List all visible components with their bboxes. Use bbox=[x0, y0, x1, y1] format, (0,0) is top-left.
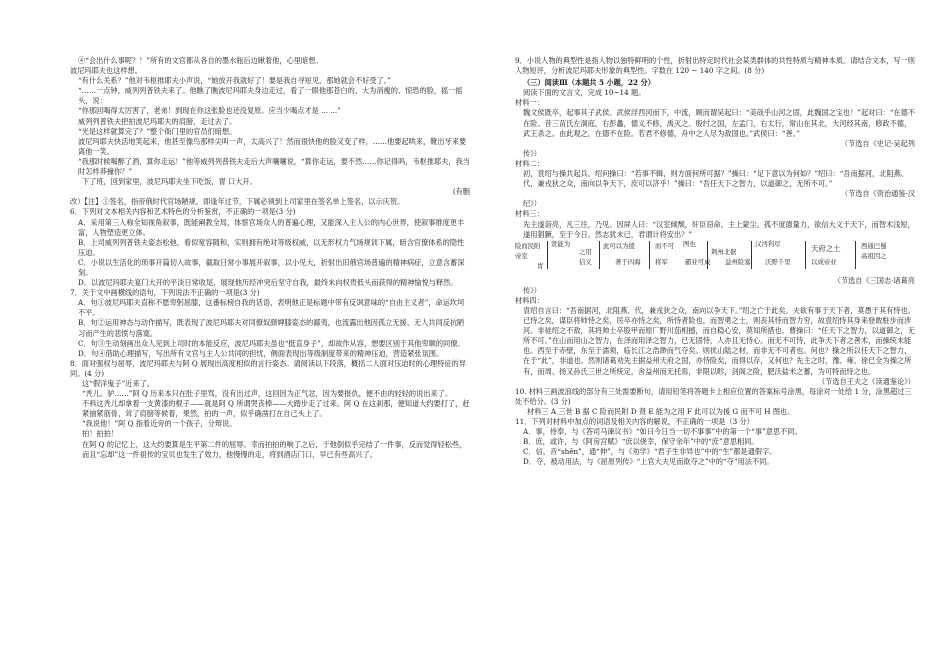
fragment: 西通巴蜀 bbox=[861, 241, 887, 250]
fragment: 之用 bbox=[579, 247, 592, 256]
option-7c: C．句③生动刻画出众人见到上司时的本能反应，波尼玛耶夫虽也“挺直身子”，却故作从容，想要区别于其他卑顺的同僚。 bbox=[78, 338, 465, 348]
excerpt-line: 在阿 Q 的记忆上，这大约要算是生平第二件的屈辱。幸而拍拍的响了之后，于他倒似乎完结了一件事，反而觉得轻松些，而且“忘却”这一件祖传的宝贝也发生了效力，他慢慢的走，将到酒店门口，早已有些高兴了。 bbox=[82, 439, 467, 459]
fragment: 将军 bbox=[655, 257, 668, 266]
excerpt-line: 拍！拍拍！ bbox=[82, 429, 118, 439]
excerpt-line: “我说他！”阿 Q 指着近旁的一个孩子，分辩说。 bbox=[82, 419, 237, 429]
material-label: 材料三： bbox=[515, 209, 544, 219]
option-11c: C．信，音“shēn”，通“伸”，与《劝学》“君子生非异也”中的“生”都是通假字。 bbox=[523, 447, 777, 457]
option-11b: B．庶，或许，与《阿房宫赋》“庶以侥幸，保守余年”中的“庶”意思相同。 bbox=[523, 437, 759, 447]
option-6a: A．采用第三人称全知视角叙事，既能阐教全局，体察官场众人的普遍心理，又能深入主人公的内心世界，使叙事推度更丰富，人物塑造更立体。 bbox=[78, 217, 465, 237]
break-marker bbox=[751, 241, 752, 269]
material-text: 先主遂诣亮，凡三往，乃见。因屏人曰：“汉室倾颓，奸臣窃命，主上蒙尘。孤不度德量力，欲信大义于天下，而智术浅短，遂用猖獗，至于今日。然志犹未已，君谓计将安出？” bbox=[523, 219, 915, 239]
footnote: 改）【注】①签名，指帝俄时代官场陋规，即逢年过节，下属必须到上司家里在签名单上签名，以示庆贺。 bbox=[70, 197, 405, 207]
material-source: （节选自《史记·吴起列 bbox=[840, 138, 915, 148]
text-line: ④“会出什么事呢？！”所有的文官都从各自的墨水瓶后边瞅着他，心里暗想。 bbox=[78, 56, 323, 65]
question-10-options: 材料三 A 三世 B 据 C 险而民附 D 贤 E 能为之用 F 此可以为援 G 而不可 H 图也。 bbox=[527, 406, 795, 416]
option-7d: D．句④借助心理描写，写出所有文官与主人公共同的担忧，侧面表现出等级制度带来的精神压迫，营造紧张氛围。 bbox=[78, 348, 444, 358]
material-label: 材料二： bbox=[515, 158, 544, 168]
text-line: 波尼玛耶夫快活地笑起来，他甚至像鸟那样尖叫一声，太高兴了！然而很快他的脸又变了样，……他要起哄来，靴出牙来要离他一笑。 bbox=[78, 136, 467, 156]
option-6d: D．以波尼玛耶夫宴门大开的平淡日常收尾，展现他历经冲突后坚守自我，最终未向权贵低头而获得的精神愉悦与释然。 bbox=[78, 278, 458, 288]
excerpt-line: “秃儿。驴……”阿 Q 历来本只在肚子里骂，没有出过声，这回因为正气忿，因为要报仇，便不由的轻轻的说出来了。 bbox=[82, 389, 453, 399]
break-marker bbox=[707, 241, 708, 269]
fragment: 信义 bbox=[579, 257, 592, 266]
material-source: （节选自王夫之《读通鉴论》） bbox=[817, 376, 915, 386]
excerpt-line: 不料这秃儿却拿着一支黄漆的棍子——就是阿 Q 所谓哭丧棒——大踏步走了过来。阿 Q 在这刹那，便知道大约要打了，赶紧抽紧筋骨，耸了肩膀等候着，果然，拍的一声，似乎确凿打在自己头上了。 bbox=[82, 399, 470, 419]
fragment: 汉沔利尽 bbox=[755, 239, 781, 248]
break-marker bbox=[599, 241, 600, 269]
text-line: “我那时候喝醉了酒，算你走运！”他等威列列普铁夫走后大声嚷嚷说，“算你走运，要不然……你记得吗，韦枢推耶夫，我当时怎样莽撞你？” bbox=[78, 156, 470, 177]
left-column bbox=[70, 56, 470, 460]
material-source-cont: 传》） bbox=[523, 148, 541, 158]
fragment: 以成帝业 bbox=[811, 257, 837, 266]
question-6: 6．下列对文本相关内容和艺术特色的分析鉴赏，不正确的一项是(3 分) bbox=[70, 207, 296, 217]
question-9: 9．小说人物的典型性是指人物以独特鲜明的个性，折射出特定时代社会某类群体的共性特质与精神本质。请结合文本，写一则人物短评，分析波尼玛耶夫形象的典型性。字数在 120 ~ 140 字之间。(8 分) bbox=[515, 56, 915, 76]
sentence-break-row bbox=[515, 241, 915, 275]
break-marker bbox=[547, 241, 548, 269]
material-text: 初，袁绍与操共起兵，绍问操曰：“若事不辑，则方面何所可据？”操曰：“足下意以为何如？”绍曰：“吾南据河，北阻燕、代，兼戎狄之众，南向以争天下，庶可以济乎！”操曰：“吾任天下之智力，以道御之，无所不可。” bbox=[523, 169, 908, 189]
fragment: 高祖因之 bbox=[861, 251, 887, 260]
fragment: 帝室 bbox=[515, 251, 528, 260]
text-line: “……一点钟，威列列普铁夫来了。他瞧了瞧波尼玛耶夫身边走过，看了一眼他那苍白的、大为消瘦的、惊恐的脸，摇一摇头，说： bbox=[78, 86, 463, 106]
text-line: 波尼玛耶夫也这样想。 bbox=[70, 66, 142, 76]
section-title: （三）阅读Ⅲ（本题共 5 小题，22 分） bbox=[523, 78, 655, 88]
text-line: “你那回喝得太厉害了，老弟！到现在你这张脸也还没复原。应当少喝点才是 ... ...” bbox=[78, 106, 341, 116]
question-8: 8．面对强权与屈辱，波尼玛耶夫与阿 Q 展现出高度相似的言行姿态。请阅读以下段落，概括二人面对压迫时的心理特征的异同。(4 分) bbox=[70, 358, 466, 378]
material-text: 魏文侯既卒，起事其子武侯。武侯浮西河而下，中流，顾而谓吴起曰：“美哉乎山河之固，此魏国之宝也！”起对曰：“在德不在险。昔三苗氏左洞庭，右彭蠡，德义不修，禹灭之。殷纣之国，左孟门，右太行，常山在其北，大河经其南，修政不德，武王杀之。由此观之，在德不在险。若君不修德，舟中之人尽为敌国也。”武侯曰：“善。” bbox=[523, 108, 915, 138]
option-11d: D．夺，被动用法，与《屈原列传》“上官大夫见而欲夺之”中的“夺”用法不同。 bbox=[523, 457, 774, 467]
fragment: 图也 bbox=[683, 239, 696, 248]
material-label: 材料四： bbox=[515, 295, 544, 305]
fragment: 此可以为援 bbox=[603, 241, 635, 250]
question-11: 11．下列对材料中加点的词语及相关内容的解说，不正确的一项是（3 分） bbox=[515, 417, 754, 426]
material-source: （节选自《资治通鉴·汉 bbox=[840, 189, 915, 199]
fragment: 霸业可成 bbox=[685, 257, 711, 266]
material-source-cont: 纪》） bbox=[523, 199, 541, 209]
section-intro: 阅读下面的文言文，完成 10~14 题。 bbox=[523, 88, 646, 98]
fragment: 益州险塞 bbox=[725, 257, 751, 266]
fragment: 贤能为 bbox=[551, 239, 571, 248]
fragment: 荆州北据 bbox=[711, 247, 737, 256]
option-6c: C．小说以生活化的琐事开篇切入故事，截取日常小事展开叙事，以小见大，折射出旧俄官场普遍的精神病症，立意含蓄深刻。 bbox=[78, 257, 465, 277]
fragment: 沃野千里 bbox=[765, 257, 791, 266]
text-line: 下了班，回到家里，波尼玛耶夫坐下吃饭，胃 口大开。 bbox=[82, 177, 257, 187]
text-line: 威列列普铁夫把拍波尼玛耶夫的肩膀，走过去了。 bbox=[78, 116, 237, 126]
fragment: 天府之土 bbox=[811, 243, 841, 253]
option-6b: B．上司威列列普铁夫姿态松弛，看似宽容随和，实则拥有绝对等级权威，以无形权力气场规训下属，暗含官僚体系的隐性压迫。 bbox=[78, 237, 465, 257]
question-10: 10. 材料三画波浪线的部分有三处需要断句，请用铅笔将答题卡上相应位置的答案标号涂黑，每涂对一处给 1 分，涂黑超过三处不给分。(3 分) bbox=[515, 386, 912, 406]
right-column bbox=[515, 56, 915, 467]
break-marker bbox=[805, 241, 806, 269]
material-source-cont: 传》） bbox=[523, 285, 541, 295]
option-7a: A．句①波尼玛耶夫直称不愿卑躬屈膝，这番标榜自我的话语，表明他正是标题中带有反讽意味的“自由主义者”，命运坎坷不平。 bbox=[78, 298, 465, 318]
question-7: 7．关于文中画横线的语句，下列说法不正确的一项是(3 分) bbox=[70, 288, 260, 298]
source-attribution: (有删 bbox=[452, 187, 470, 197]
excerpt-line: 这“假洋鬼子”近来了。 bbox=[82, 379, 155, 388]
fragment: 著于四海 bbox=[615, 257, 641, 266]
material-source: （节选自《三国志·诸葛亮 bbox=[833, 275, 915, 285]
break-marker bbox=[855, 241, 856, 269]
text-line: “有什么关系？”他对韦枢推耶夫小声说，“她放开我就好了！要是我自寻短见，那她就会不好受了。” bbox=[78, 76, 391, 86]
option-7b: B．句②运用神态与动作描写，既表现了波尼玛耶夫对同僚奴颜婢膝姿态的鄙夷，也流露出他因孤立无援、无人共同反抗陋习而产生的悲愤与落寞。 bbox=[78, 318, 465, 338]
text-line: “光是这样就算完了？”整个衙门里的官员们暗想。 bbox=[78, 126, 237, 136]
option-11a: A．事，侍奉，与《答司马谏议书》“如曰今日当一切不事事”中的第一个“事”意思不同。 bbox=[523, 427, 802, 437]
fragment: 险而民附 bbox=[515, 241, 541, 250]
fragment: 而不可 bbox=[655, 241, 675, 250]
break-marker bbox=[649, 241, 650, 269]
material-label: 材料一： bbox=[515, 98, 544, 108]
fragment: 胄 bbox=[537, 261, 544, 270]
material-text: 袁绍自言曰：“吾南据河，北阻燕、代，兼戎狄之众，南向以争天下。”绍之亡于此矣。夫欲有事于天下者，莫愚于其有恃也。已恃之矣，谋臣将帅恃之矣，民卒亦恃之矣，所恃者险也，而智勇之士，则丧其恃而智力穷，故袁绍恃其身来登敢駐步而涉河。非徒绍之不敌，其将帅士卒股甲而原厂野川茄相撼，而自稳心安，莫知所措也。曹操曰：“任天下之智力，以道御之，无所不可。”在山而用山之智力，在泽而用泽之智力，已无固恃，人亦且无恃心。而无不可恃，此争天下者之善术，而操统末能也。西至于赤壁，东至于濡须，临长江之浩渺而气夺矣。则扰山陆之材，而非无不可者也。何也？操之所以任天下之智力，在于“此”，非道也。然则诸葛劝先主据益州天府之国，亦恃险矣，而得以存，又何也？先主之时，豫、雍、徐已全为操之所有，而周、扬又孙氏三世之所统定，舍益州而无托焉，非限以畛，剑阁之险，肥沃盐米之蓄，为可特而恃之也。 bbox=[523, 305, 915, 376]
